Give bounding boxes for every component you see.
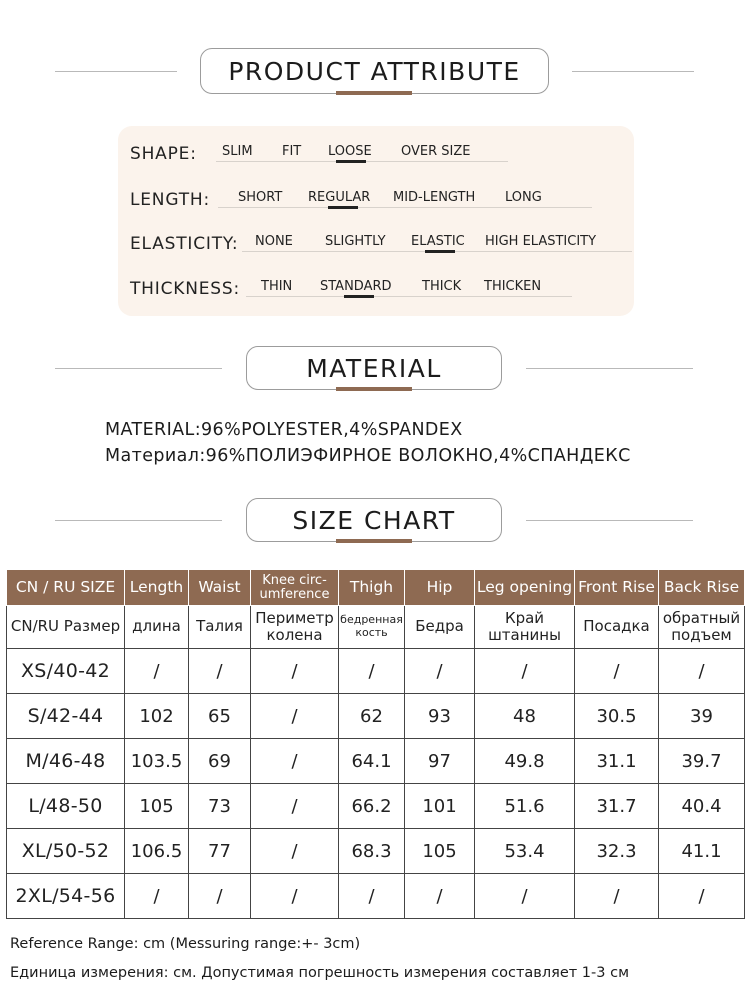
- attribute-option: SHORT: [238, 190, 283, 205]
- divider-left: [55, 520, 222, 521]
- value-cell: /: [125, 874, 189, 919]
- section-title: PRODUCT ATTRIBUTE: [200, 48, 549, 94]
- attribute-option: THICK: [422, 279, 462, 294]
- reference-note-english: Reference Range: cm (Messuring range:+- 3cm): [10, 936, 361, 952]
- attribute-option: THICKEN: [484, 279, 542, 294]
- attribute-option: NONE: [255, 234, 293, 249]
- value-cell: 31.1: [575, 739, 659, 784]
- value-cell: 39.7: [659, 739, 745, 784]
- attribute-row-shape: [130, 140, 630, 170]
- size-cell: 2XL/54-56: [7, 874, 125, 919]
- attribute-option: HIGH ELASTICITY: [485, 234, 597, 249]
- attribute-label: SHAPE:: [130, 144, 197, 164]
- value-cell: /: [339, 649, 405, 694]
- value-cell: /: [475, 649, 575, 694]
- material-header: [0, 346, 750, 394]
- size-cell: M/46-48: [7, 739, 125, 784]
- header-cell: Hip: [405, 570, 475, 606]
- attribute-row-length: [130, 186, 630, 216]
- subheader-cell: длина: [125, 606, 189, 649]
- table-row: [7, 829, 745, 874]
- value-cell: 49.8: [475, 739, 575, 784]
- value-cell: 31.7: [575, 784, 659, 829]
- attribute-option: STANDARD: [320, 279, 392, 294]
- subheader-cell: бедренная кость: [339, 606, 405, 649]
- divider-left: [55, 71, 177, 72]
- value-cell: /: [339, 874, 405, 919]
- attribute-underline: [218, 207, 592, 208]
- attribute-underline: [246, 296, 572, 297]
- value-cell: /: [251, 649, 339, 694]
- subheader-cell: обратный подъем: [659, 606, 745, 649]
- value-cell: /: [251, 694, 339, 739]
- table-row: [7, 739, 745, 784]
- attribute-label: LENGTH:: [130, 190, 210, 210]
- attribute-label: THICKNESS:: [130, 279, 240, 299]
- value-cell: 53.4: [475, 829, 575, 874]
- value-cell: /: [659, 874, 745, 919]
- header-cell: Thigh: [339, 570, 405, 606]
- material-russian: Материал:96%ПОЛИЭФИРНОЕ ВОЛОКНО,4%СПАНДЕКС: [105, 446, 631, 466]
- value-cell: /: [251, 784, 339, 829]
- title-accent-bar: [336, 91, 412, 95]
- subheader-cell: Периметр колена: [251, 606, 339, 649]
- table-row: [7, 784, 745, 829]
- attribute-option: FIT: [282, 144, 302, 159]
- subheader-cell: Посадка: [575, 606, 659, 649]
- table-subheader-row: [7, 606, 745, 649]
- size-cell: S/42-44: [7, 694, 125, 739]
- value-cell: 103.5: [125, 739, 189, 784]
- value-cell: /: [575, 649, 659, 694]
- header-cell: Knee circ- umference: [251, 570, 339, 606]
- attribute-row-elasticity: [130, 230, 630, 260]
- value-cell: 30.5: [575, 694, 659, 739]
- section-title: SIZE CHART: [246, 498, 502, 542]
- header-cell: Leg opening: [475, 570, 575, 606]
- value-cell: 41.1: [659, 829, 745, 874]
- divider-right: [526, 368, 693, 369]
- value-cell: 66.2: [339, 784, 405, 829]
- value-cell: /: [251, 874, 339, 919]
- size-cell: XS/40-42: [7, 649, 125, 694]
- value-cell: /: [405, 649, 475, 694]
- value-cell: /: [659, 649, 745, 694]
- value-cell: 69: [189, 739, 251, 784]
- value-cell: /: [405, 874, 475, 919]
- header-cell: Front Rise: [575, 570, 659, 606]
- value-cell: 77: [189, 829, 251, 874]
- attribute-option: THIN: [261, 279, 293, 294]
- value-cell: 64.1: [339, 739, 405, 784]
- value-cell: 48: [475, 694, 575, 739]
- table-row: [7, 874, 745, 919]
- attribute-option: OVER SIZE: [401, 144, 471, 159]
- divider-left: [55, 368, 222, 369]
- selected-marker: [336, 160, 366, 163]
- attribute-option: ELASTIC: [411, 234, 465, 249]
- title-accent-bar: [336, 539, 412, 543]
- size-cell: L/48-50: [7, 784, 125, 829]
- value-cell: /: [189, 874, 251, 919]
- header-cell: Waist: [189, 570, 251, 606]
- subheader-cell: Талия: [189, 606, 251, 649]
- attribute-option: LOOSE: [328, 144, 372, 159]
- size-chart-table: [6, 569, 745, 919]
- value-cell: 93: [405, 694, 475, 739]
- table-row: [7, 694, 745, 739]
- table-row: [7, 649, 745, 694]
- attribute-row-thickness: [130, 275, 630, 305]
- value-cell: 73: [189, 784, 251, 829]
- divider-right: [572, 71, 694, 72]
- size-cell: XL/50-52: [7, 829, 125, 874]
- divider-right: [526, 520, 693, 521]
- attribute-option: REGULAR: [308, 190, 371, 205]
- selected-marker: [344, 295, 374, 298]
- value-cell: 97: [405, 739, 475, 784]
- product-attribute-header: [0, 48, 750, 96]
- attribute-option: LONG: [505, 190, 542, 205]
- value-cell: 62: [339, 694, 405, 739]
- table-header-row: [7, 570, 745, 606]
- value-cell: /: [575, 874, 659, 919]
- value-cell: /: [251, 829, 339, 874]
- subheader-cell: CN/RU Размер: [7, 606, 125, 649]
- value-cell: 68.3: [339, 829, 405, 874]
- header-cell: CN / RU SIZE: [7, 570, 125, 606]
- value-cell: 65: [189, 694, 251, 739]
- material-english: MATERIAL:96%POLYESTER,4%SPANDEX: [105, 420, 463, 440]
- attribute-option: SLIGHTLY: [325, 234, 386, 249]
- header-cell: Back Rise: [659, 570, 745, 606]
- subheader-cell: Край штанины: [475, 606, 575, 649]
- attribute-option: MID-LENGTH: [393, 190, 476, 205]
- value-cell: 40.4: [659, 784, 745, 829]
- section-title: MATERIAL: [246, 346, 502, 390]
- size-chart-header: [0, 498, 750, 546]
- value-cell: 101: [405, 784, 475, 829]
- value-cell: /: [475, 874, 575, 919]
- value-cell: 105: [125, 784, 189, 829]
- attribute-option: SLIM: [222, 144, 253, 159]
- attribute-label: ELASTICITY:: [130, 234, 239, 254]
- value-cell: 32.3: [575, 829, 659, 874]
- value-cell: 102: [125, 694, 189, 739]
- value-cell: 105: [405, 829, 475, 874]
- subheader-cell: Бедра: [405, 606, 475, 649]
- value-cell: 106.5: [125, 829, 189, 874]
- selected-marker: [328, 206, 358, 209]
- attribute-panel: [118, 126, 634, 316]
- reference-note-russian: Единица измерения: см. Допустимая погрешность измерения составляет 1-3 см: [10, 965, 630, 981]
- value-cell: 51.6: [475, 784, 575, 829]
- value-cell: /: [125, 649, 189, 694]
- value-cell: /: [189, 649, 251, 694]
- value-cell: 39: [659, 694, 745, 739]
- selected-marker: [425, 250, 455, 253]
- header-cell: Length: [125, 570, 189, 606]
- value-cell: /: [251, 739, 339, 784]
- title-accent-bar: [336, 387, 412, 391]
